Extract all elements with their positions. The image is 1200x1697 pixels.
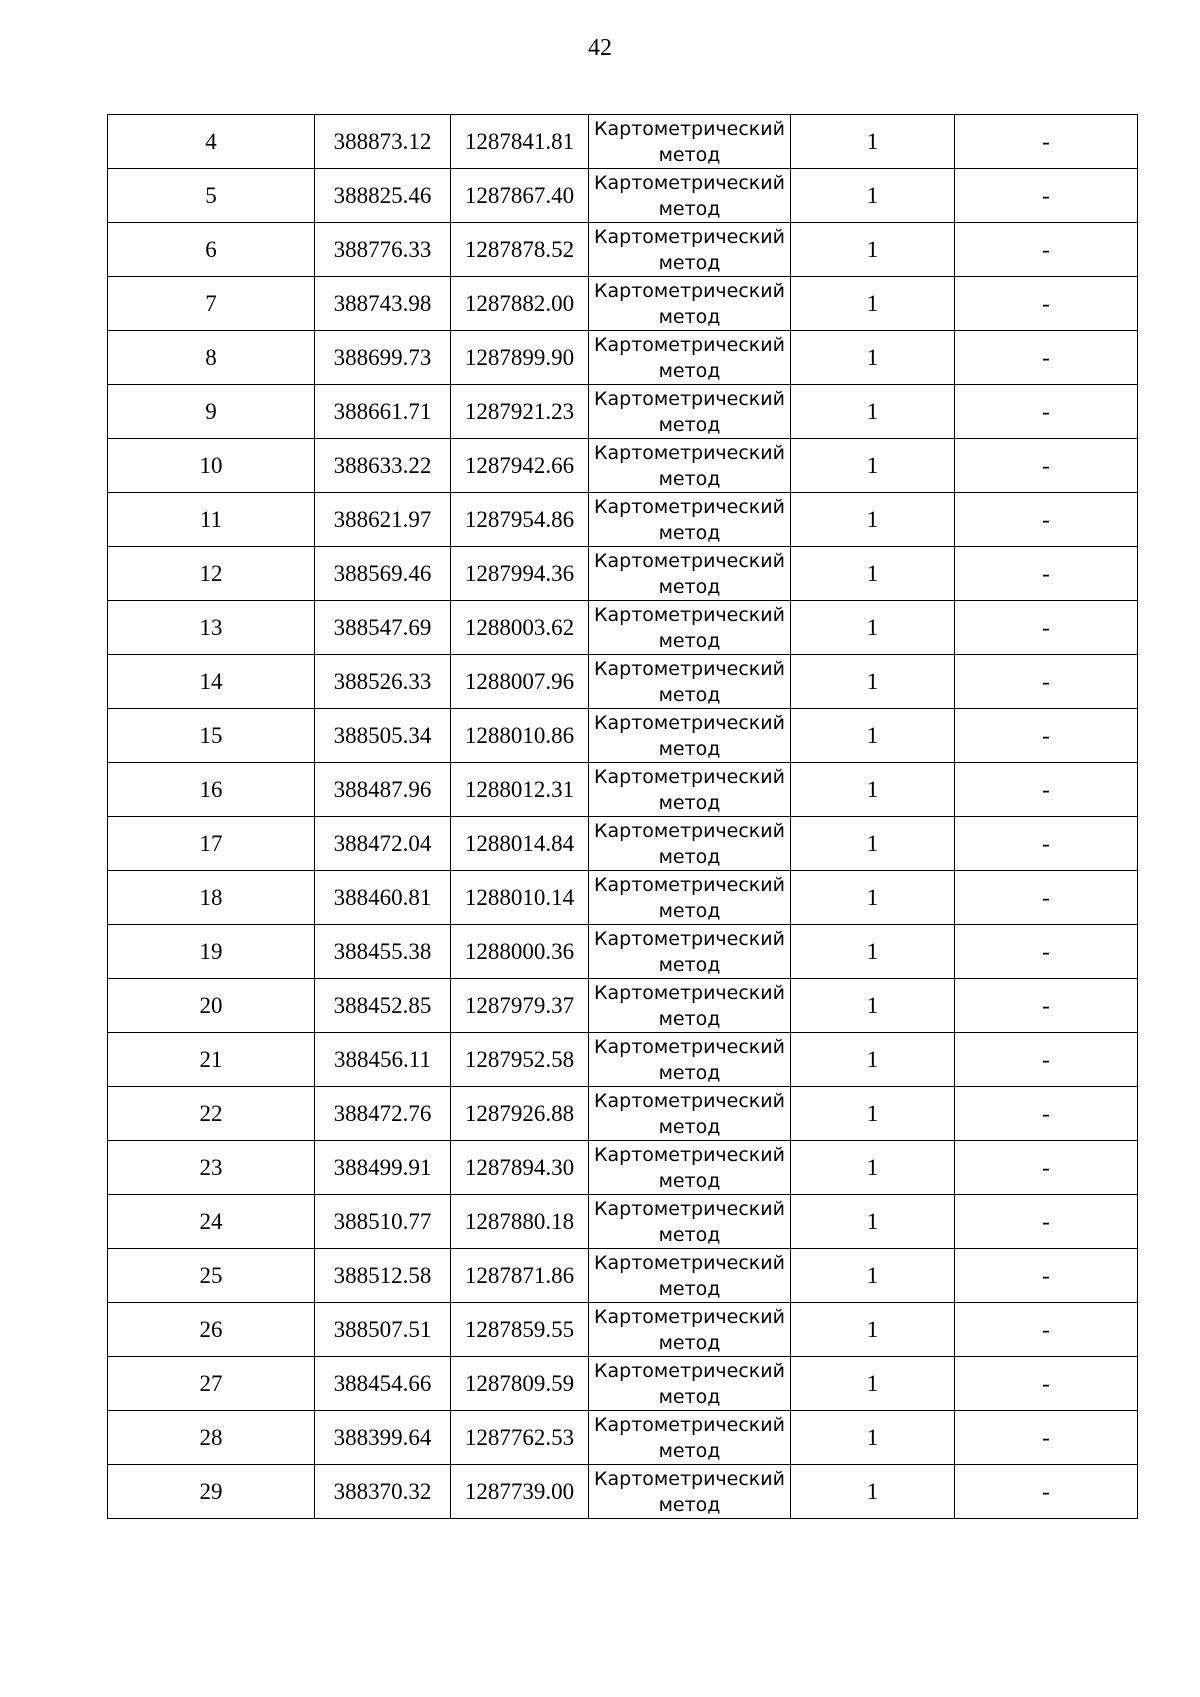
point-number-cell: 24 [108,1195,315,1249]
y-coordinate-cell: 1287952.58 [451,1033,589,1087]
method-line-2: метод [658,1007,721,1030]
method-cell [589,1303,791,1357]
accuracy-cell: 1 [791,1357,955,1411]
note-cell: - [955,601,1138,655]
y-coordinate-cell: 1288007.96 [451,655,589,709]
note-cell: - [955,1249,1138,1303]
method-cell [589,1249,791,1303]
point-number-cell: 6 [108,223,315,277]
method-line-1: Картометрический [594,819,785,842]
point-number-cell: 11 [108,493,315,547]
note-cell: - [955,1141,1138,1195]
accuracy-cell: 1 [791,817,955,871]
method-line-1: Картометрический [594,549,785,572]
table-row [108,115,1138,169]
method-cell [589,979,791,1033]
y-coordinate-cell: 1288003.62 [451,601,589,655]
x-coordinate-cell: 388455.38 [315,925,451,979]
accuracy-cell: 1 [791,385,955,439]
accuracy-cell: 1 [791,169,955,223]
point-number-cell: 29 [108,1465,315,1519]
table-row [108,871,1138,925]
coordinates-table-body [108,115,1138,1519]
y-coordinate-cell: 1288010.86 [451,709,589,763]
coordinates-table [107,114,1138,1519]
table-row [108,1465,1138,1519]
point-number-cell: 5 [108,169,315,223]
method-cell [589,1141,791,1195]
method-line-2: метод [658,953,721,976]
note-cell: - [955,277,1138,331]
method-cell [589,385,791,439]
accuracy-cell: 1 [791,709,955,763]
note-cell: - [955,979,1138,1033]
x-coordinate-cell: 388743.98 [315,277,451,331]
accuracy-cell: 1 [791,277,955,331]
method-cell [589,277,791,331]
method-line-2: метод [658,1385,721,1408]
point-number-cell: 18 [108,871,315,925]
point-number-cell: 7 [108,277,315,331]
point-number-cell: 22 [108,1087,315,1141]
x-coordinate-cell: 388510.77 [315,1195,451,1249]
point-number-cell: 17 [108,817,315,871]
point-number-cell: 27 [108,1357,315,1411]
x-coordinate-cell: 388487.96 [315,763,451,817]
point-number-cell: 19 [108,925,315,979]
method-line-1: Картометрический [594,279,785,302]
method-line-1: Картометрический [594,117,785,140]
method-cell [589,1033,791,1087]
method-cell [589,655,791,709]
point-number-cell: 14 [108,655,315,709]
method-line-1: Картометрический [594,657,785,680]
accuracy-cell: 1 [791,601,955,655]
method-line-1: Картометрический [594,1359,785,1382]
y-coordinate-cell: 1287882.00 [451,277,589,331]
point-number-cell: 28 [108,1411,315,1465]
x-coordinate-cell: 388507.51 [315,1303,451,1357]
method-line-1: Картометрический [594,927,785,950]
table-row [108,1033,1138,1087]
method-line-1: Картометрический [594,1467,785,1490]
method-line-2: метод [658,791,721,814]
x-coordinate-cell: 388825.46 [315,169,451,223]
x-coordinate-cell: 388699.73 [315,331,451,385]
table-row [108,1087,1138,1141]
method-line-2: метод [658,575,721,598]
method-line-2: метод [658,1115,721,1138]
accuracy-cell: 1 [791,871,955,925]
x-coordinate-cell: 388499.91 [315,1141,451,1195]
note-cell: - [955,871,1138,925]
accuracy-cell: 1 [791,1465,955,1519]
y-coordinate-cell: 1287894.30 [451,1141,589,1195]
y-coordinate-cell: 1287867.40 [451,169,589,223]
y-coordinate-cell: 1288010.14 [451,871,589,925]
accuracy-cell: 1 [791,655,955,709]
table-row [108,1357,1138,1411]
method-line-2: метод [658,845,721,868]
note-cell: - [955,1357,1138,1411]
point-number-cell: 26 [108,1303,315,1357]
method-line-1: Картометрический [594,1143,785,1166]
note-cell: - [955,709,1138,763]
method-cell [589,1465,791,1519]
note-cell: - [955,655,1138,709]
point-number-cell: 8 [108,331,315,385]
x-coordinate-cell: 388454.66 [315,1357,451,1411]
y-coordinate-cell: 1287878.52 [451,223,589,277]
table-row [108,385,1138,439]
method-line-2: метод [658,737,721,760]
table-row [108,817,1138,871]
note-cell: - [955,115,1138,169]
method-cell [589,223,791,277]
x-coordinate-cell: 388460.81 [315,871,451,925]
method-line-1: Картометрический [594,603,785,626]
point-number-cell: 10 [108,439,315,493]
note-cell: - [955,439,1138,493]
table-row [108,493,1138,547]
x-coordinate-cell: 388370.32 [315,1465,451,1519]
accuracy-cell: 1 [791,547,955,601]
x-coordinate-cell: 388569.46 [315,547,451,601]
x-coordinate-cell: 388505.34 [315,709,451,763]
x-coordinate-cell: 388512.58 [315,1249,451,1303]
method-cell [589,547,791,601]
method-line-2: метод [658,305,721,328]
table-row [108,1303,1138,1357]
accuracy-cell: 1 [791,331,955,385]
method-line-1: Картометрический [594,1305,785,1328]
point-number-cell: 20 [108,979,315,1033]
method-line-1: Картометрический [594,1251,785,1274]
method-line-2: метод [658,1439,721,1462]
method-line-1: Картометрический [594,387,785,410]
x-coordinate-cell: 388661.71 [315,385,451,439]
method-line-1: Картометрический [594,1035,785,1058]
method-line-1: Картометрический [594,873,785,896]
method-line-1: Картометрический [594,711,785,734]
method-cell [589,169,791,223]
note-cell: - [955,763,1138,817]
y-coordinate-cell: 1287880.18 [451,1195,589,1249]
accuracy-cell: 1 [791,223,955,277]
method-line-1: Картометрический [594,225,785,248]
method-line-2: метод [658,1331,721,1354]
method-line-1: Картометрический [594,333,785,356]
note-cell: - [955,1303,1138,1357]
accuracy-cell: 1 [791,1249,955,1303]
method-cell [589,493,791,547]
method-line-1: Картометрический [594,1089,785,1112]
method-line-1: Картометрический [594,765,785,788]
y-coordinate-cell: 1287979.37 [451,979,589,1033]
table-row [108,601,1138,655]
accuracy-cell: 1 [791,439,955,493]
note-cell: - [955,223,1138,277]
table-row [108,439,1138,493]
accuracy-cell: 1 [791,1087,955,1141]
y-coordinate-cell: 1288012.31 [451,763,589,817]
method-line-2: метод [658,413,721,436]
accuracy-cell: 1 [791,1303,955,1357]
method-line-2: метод [658,1223,721,1246]
method-cell [589,925,791,979]
method-cell [589,1087,791,1141]
table-row [108,1411,1138,1465]
y-coordinate-cell: 1287921.23 [451,385,589,439]
x-coordinate-cell: 388456.11 [315,1033,451,1087]
point-number-cell: 9 [108,385,315,439]
y-coordinate-cell: 1287942.66 [451,439,589,493]
method-line-2: метод [658,251,721,274]
method-line-1: Картометрический [594,1413,785,1436]
method-cell [589,439,791,493]
table-row [108,1249,1138,1303]
accuracy-cell: 1 [791,925,955,979]
accuracy-cell: 1 [791,1411,955,1465]
y-coordinate-cell: 1287899.90 [451,331,589,385]
method-cell [589,1357,791,1411]
accuracy-cell: 1 [791,1033,955,1087]
method-line-2: метод [658,1169,721,1192]
table-row [108,1141,1138,1195]
table-row [108,277,1138,331]
method-line-1: Картометрический [594,171,785,194]
note-cell: - [955,817,1138,871]
table-row [108,1195,1138,1249]
y-coordinate-cell: 1287954.86 [451,493,589,547]
accuracy-cell: 1 [791,115,955,169]
accuracy-cell: 1 [791,1141,955,1195]
method-cell [589,115,791,169]
y-coordinate-cell: 1287859.55 [451,1303,589,1357]
x-coordinate-cell: 388472.04 [315,817,451,871]
method-line-2: метод [658,1061,721,1084]
x-coordinate-cell: 388873.12 [315,115,451,169]
note-cell: - [955,925,1138,979]
note-cell: - [955,493,1138,547]
method-line-1: Картометрический [594,495,785,518]
x-coordinate-cell: 388526.33 [315,655,451,709]
y-coordinate-cell: 1287994.36 [451,547,589,601]
table-row [108,223,1138,277]
table-row [108,169,1138,223]
method-line-1: Картометрический [594,1197,785,1220]
method-line-2: метод [658,197,721,220]
method-cell [589,709,791,763]
note-cell: - [955,385,1138,439]
method-cell [589,763,791,817]
y-coordinate-cell: 1288000.36 [451,925,589,979]
point-number-cell: 23 [108,1141,315,1195]
note-cell: - [955,1465,1138,1519]
accuracy-cell: 1 [791,1195,955,1249]
table-row [108,709,1138,763]
point-number-cell: 4 [108,115,315,169]
point-number-cell: 25 [108,1249,315,1303]
table-row [108,979,1138,1033]
note-cell: - [955,1195,1138,1249]
y-coordinate-cell: 1287739.00 [451,1465,589,1519]
point-number-cell: 12 [108,547,315,601]
x-coordinate-cell: 388547.69 [315,601,451,655]
method-line-2: метод [658,521,721,544]
y-coordinate-cell: 1287809.59 [451,1357,589,1411]
method-line-1: Картометрический [594,441,785,464]
method-line-2: метод [658,359,721,382]
note-cell: - [955,1411,1138,1465]
point-number-cell: 13 [108,601,315,655]
method-cell [589,871,791,925]
method-cell [589,817,791,871]
point-number-cell: 21 [108,1033,315,1087]
method-line-2: метод [658,1493,721,1516]
point-number-cell: 15 [108,709,315,763]
method-cell [589,1195,791,1249]
x-coordinate-cell: 388776.33 [315,223,451,277]
point-number-cell: 16 [108,763,315,817]
table-row [108,763,1138,817]
method-line-2: метод [658,1277,721,1300]
page-number: 42 [588,35,612,61]
note-cell: - [955,331,1138,385]
x-coordinate-cell: 388452.85 [315,979,451,1033]
x-coordinate-cell: 388633.22 [315,439,451,493]
method-line-1: Картометрический [594,981,785,1004]
y-coordinate-cell: 1287871.86 [451,1249,589,1303]
note-cell: - [955,1087,1138,1141]
method-cell [589,1411,791,1465]
table-row [108,925,1138,979]
accuracy-cell: 1 [791,493,955,547]
y-coordinate-cell: 1287841.81 [451,115,589,169]
note-cell: - [955,1033,1138,1087]
y-coordinate-cell: 1287926.88 [451,1087,589,1141]
method-cell [589,601,791,655]
x-coordinate-cell: 388472.76 [315,1087,451,1141]
x-coordinate-cell: 388621.97 [315,493,451,547]
y-coordinate-cell: 1287762.53 [451,1411,589,1465]
table-row [108,655,1138,709]
accuracy-cell: 1 [791,979,955,1033]
method-line-2: метод [658,467,721,490]
table-row [108,547,1138,601]
method-line-2: метод [658,629,721,652]
accuracy-cell: 1 [791,763,955,817]
method-cell [589,331,791,385]
x-coordinate-cell: 388399.64 [315,1411,451,1465]
y-coordinate-cell: 1288014.84 [451,817,589,871]
method-line-2: метод [658,899,721,922]
method-line-2: метод [658,143,721,166]
note-cell: - [955,169,1138,223]
method-line-2: метод [658,683,721,706]
note-cell: - [955,547,1138,601]
table-row [108,331,1138,385]
